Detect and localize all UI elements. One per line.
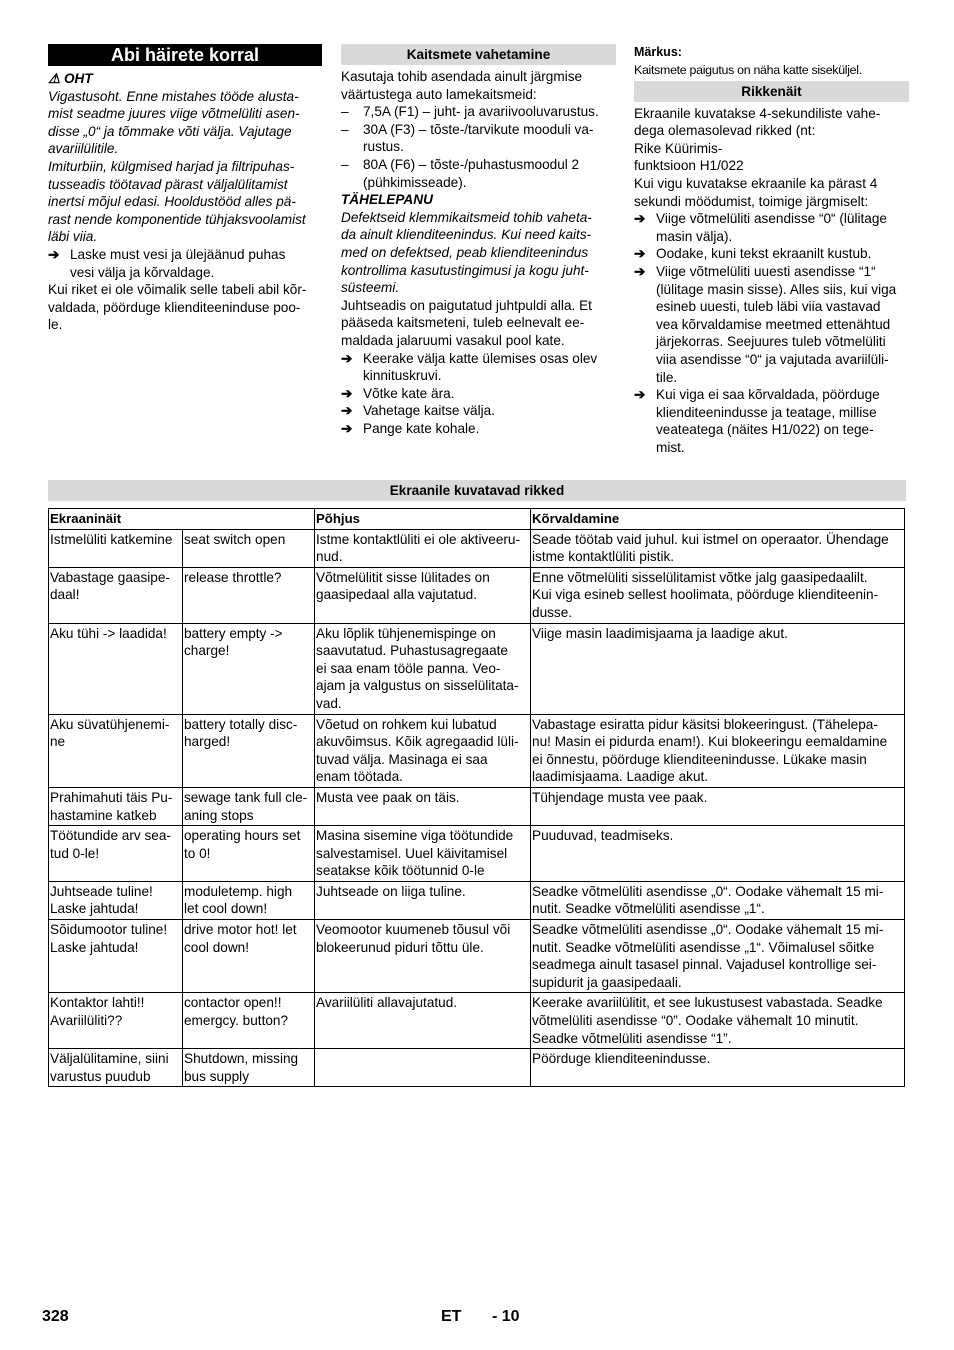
table-row [49,826,905,882]
table-row [49,920,905,993]
fuse-step: ➔ Vahetage kaitse välja. [341,403,495,419]
display-et-cell: Aku tühi -> laadida! [49,623,183,714]
table-row [49,1049,905,1087]
table-row [49,881,905,919]
fuse-item: – 30A (F3) – tõste-/tarvikute mooduli va- rustus. [341,121,594,155]
warning-triangle-icon: ⚠ [48,71,61,86]
table-row [49,623,905,714]
display-et-cell: Sõidumootor tuline! Laske jahtuda! [49,920,183,993]
remedy-cell: Seadke võtmelüliti asendisse „0“. Oodake vähemalt 15 mi- nutit. Seadke võtmelüliti asendisse „1“. Võimalusel sõitke seadmega ainult tasasel pinnal. Vajadusel kontrollige sei- supidurit ja gaasipedaali. [531,920,905,993]
display-et-cell: Aku süvatühjenemi- ne [49,714,183,787]
arrow-right-icon: ➔ [341,420,353,436]
table-row [49,993,905,1049]
note-text: Kaitsmete paigutus on näha katte siseküljel. [634,62,862,77]
page-number: 328 [42,1308,69,1325]
remedy-cell: Seade töötab vaid juhul. kui istmel on operaator. Ühendage istme kontaktlüliti pistik. [531,529,905,567]
language-code: ET [441,1308,462,1325]
remedy-cell: Pöörduge klienditeenindusse. [531,1049,905,1087]
display-en-cell: Shutdown, missing bus supply [183,1049,315,1087]
attention-label: TÄHELEPANU [341,192,433,208]
cause-cell: Veomootor kuumeneb tõusul või blokeerunud piduri tõttu üle. [315,920,531,993]
display-en-cell: moduletemp. high let cool down! [183,881,315,919]
display-et-cell: Kontaktor lahti!! Avariilüliti?? [49,993,183,1049]
column-fuse-replacement [341,44,616,437]
section-title-fuses: Kaitsmete vahetamine [341,44,616,65]
arrow-right-icon: ➔ [341,385,353,401]
fault-display-intro: Ekraanile kuvatakse 4-sekundiliste vahe- dega olemasolevad rikked (nt: Rike Küürimis- funktsioon H1/022 Kui vigu kuvatakse ekraanile ka pärast 4 sekundi möödumist, toimige järgmiselt: [634,105,881,209]
warning-label: OHT [63,71,93,86]
page-footer [0,1308,954,1328]
table-body [49,529,905,1087]
table-row [49,714,905,787]
display-en-cell: battery empty -> charge! [183,623,315,714]
sub-page-number: - 10 [492,1308,520,1325]
display-et-cell: Vabastage gaasipe- daal! [49,567,183,623]
display-en-cell: operating hours set to 0! [183,826,315,882]
cause-cell [315,1049,531,1087]
attention-text: Defektseid klemmikaitsmeid tohib vaheta- da ainult klienditeenindus. Kui need kaits- med on defektsed, peab klienditeenindus kontrollima kasutustingimusi ja kogu juht- süsteemi. [341,209,592,296]
contact-service-paragraph: Kui riket ei ole võimalik selle tabeli abil kõr- valdada, pöörduge klienditeeninduse poo- le. [48,282,307,333]
display-et-cell: Töötundide arv sea- tud 0-le! [49,826,183,882]
arrow-right-icon: ➔ [634,246,646,262]
fault-step: ➔ Viige võtmelüliti uuesti asendisse “1“ (lülitage masin sisse). Alles siis, kui viga esineb uuesti, tuleb läbi viia vastavad vea kõrvaldamise meetmed ettenähtud järjekorras. Seejuures tuleb võtmelüliti viia asendisse “0“ ja vajutada avariilüli- tile. [634,263,897,385]
table-header-row [49,509,905,530]
dash-bullet: – [341,156,349,172]
table-row [49,529,905,567]
header-remedy: Kõrvaldamine [531,509,905,530]
header-cause: Põhjus [315,509,531,530]
dash-bullet: – [341,104,349,120]
remedy-cell: Puuduvad, teadmiseks. [531,826,905,882]
arrow-right-icon: ➔ [634,387,646,403]
warning-text: Vigastusoht. Enne mistahes tööde alusta- mist seadme juures viige võtmelüliti asen- disse „0“ ja tõmmake võti välja. Vajutage avariilülitile. Imiturbiin, külgmised harjad ja filtripuhas- tusseadis töötavad pärast väljalülitamist inertsi mõjul edasi. Hooldustööd alles pä- rast nende komponentide tühjaksvoolamist läbi viia. [48,88,306,245]
fuse-step: ➔ Võtke kate ära. [341,385,455,401]
dash-bullet: – [341,121,349,137]
arrow-right-icon: ➔ [341,403,353,419]
column-troubleshooting [48,44,322,334]
arrow-right-icon: ➔ [634,263,646,279]
step-drain-water [48,246,322,281]
section-title-troubleshooting: Abi häirete korral [48,44,322,66]
display-et-cell: Istmelüliti katkemine [49,529,183,567]
fault-step: ➔ Viige võtmelüliti asendisse “0“ (lülitage masin välja). [634,211,887,244]
fault-table-section [48,480,906,1087]
remedy-cell: Vabastage esiratta pidur käsitsi blokeeringust. (Tähelepa- nu! Masin ei pidurda enam!). Kui blokeeringu eemaldamine ei õnnestu, pöörduge klienditeenindusse. Lükake masin laadimisjaama. Laadige akut. [531,714,905,787]
cause-cell: Masina sisemine viga töötundide salvestamisel. Uuel käivitamisel seatakse kõik töötunnid 0-le [315,826,531,882]
fuses-intro: Kasutaja tohib asendada ainult järgmise väärtustega auto lamekaitsmeid: [341,69,583,102]
remedy-cell: Viige masin laadimisjaama ja laadige akut. [531,623,905,714]
header-display: Ekraaninäit [49,509,315,530]
fault-step: ➔ Kui viga ei saa kõrvaldada, pöörduge klienditeenindusse ja teatage, millise veateatega (näites H1/022) on tege- mist. [634,387,880,455]
fault-step: ➔ Oodake, kuni tekst ekraanilt kustub. [634,246,872,262]
cause-cell: Musta vee paak on täis. [315,787,531,825]
display-en-cell: release throttle? [183,567,315,623]
display-et-cell: Väljalülitamine, siini varustus puudub [49,1049,183,1087]
display-en-cell: drive motor hot! let cool down! [183,920,315,993]
section-title-fault-display: Rikkenäit [634,81,909,102]
table-title: Ekraanile kuvatavad rikked [48,480,906,501]
display-en-cell: contactor open!! emergcy. button? [183,993,315,1049]
remedy-cell: Tühjendage musta vee paak. [531,787,905,825]
cause-cell: Avariilüliti allavajutatud. [315,993,531,1049]
controller-location-paragraph: Juhtseadis on paigutatud juhtpuldi alla. Et pääseda kaitsmeteni, tuleb eelnevalt ee- maldada jalaruumi vasakul pool kate. [341,297,592,348]
display-et-cell: Juhtseade tuline! Laske jahtuda! [49,881,183,919]
display-en-cell: battery totally disc- harged! [183,714,315,787]
fuse-step: ➔ Pange kate kohale. [341,420,480,436]
remedy-cell: Keerake avariilülitit, et see lukustusest vabastada. Seadke võtmelüliti asendisse “0”. Oodake vähemalt 10 minutit. Seadke võtmelüliti asendisse “1”. [531,993,905,1049]
cause-cell: Juhtseade on liiga tuline. [315,881,531,919]
remedy-cell: Enne võtmelüliti sisselülitamist võtke jalg gaasipedaalilt. Kui viga esineb sellest hoolimata, pöörduge klienditeenin- dusse. [531,567,905,623]
fuse-step: ➔ Keerake välja katte ülemises osas olev kinnituskruvi. [341,350,598,384]
cause-cell: Aku lõplik tühjenemispinge on saavutatud. Puhastusagregaate ei saa enam tööle panna. Veo- ajam ja valgustus on sisselülitata- vad. [315,623,531,714]
cause-cell: Võtmelülitit sisse lülitades on gaasipedaal alla vajutatud. [315,567,531,623]
warning-heading [48,70,322,88]
arrow-right-icon: ➔ [634,211,646,227]
table-row [49,787,905,825]
fuse-item: – 7,5A (F1) – juht- ja avariivooluvarustus. [341,104,599,120]
remedy-cell: Seadke võtmelüliti asendisse „0“. Oodake vähemalt 15 mi- nutit. Seadke võtmelüliti asendisse „1“. [531,881,905,919]
arrow-right-icon: ➔ [48,246,60,262]
cause-cell: Istme kontaktlüliti ei ole aktiveeru- nud. [315,529,531,567]
table-row [49,567,905,623]
step-text: Laske must vesi ja ülejäänud puhas vesi välja ja kõrvaldage. [70,246,286,280]
display-et-cell: Prahimahuti täis Pu- hastamine katkeb [49,787,183,825]
note-label: Märkus: [634,45,682,59]
display-en-cell: sewage tank full cle- aning stops [183,787,315,825]
arrow-right-icon: ➔ [341,350,353,366]
column-fault-display [634,44,909,456]
display-en-cell: seat switch open [183,529,315,567]
fault-table [48,508,905,1087]
fuse-item: – 80A (F6) – tõste-/puhastusmoodul 2 (pühkimisseade). [341,156,580,190]
cause-cell: Võetud on rohkem kui lubatud akuvõimsus. Kõik agregaadid lüli- tuvad välja. Masinaga ei saa enam töötada. [315,714,531,787]
